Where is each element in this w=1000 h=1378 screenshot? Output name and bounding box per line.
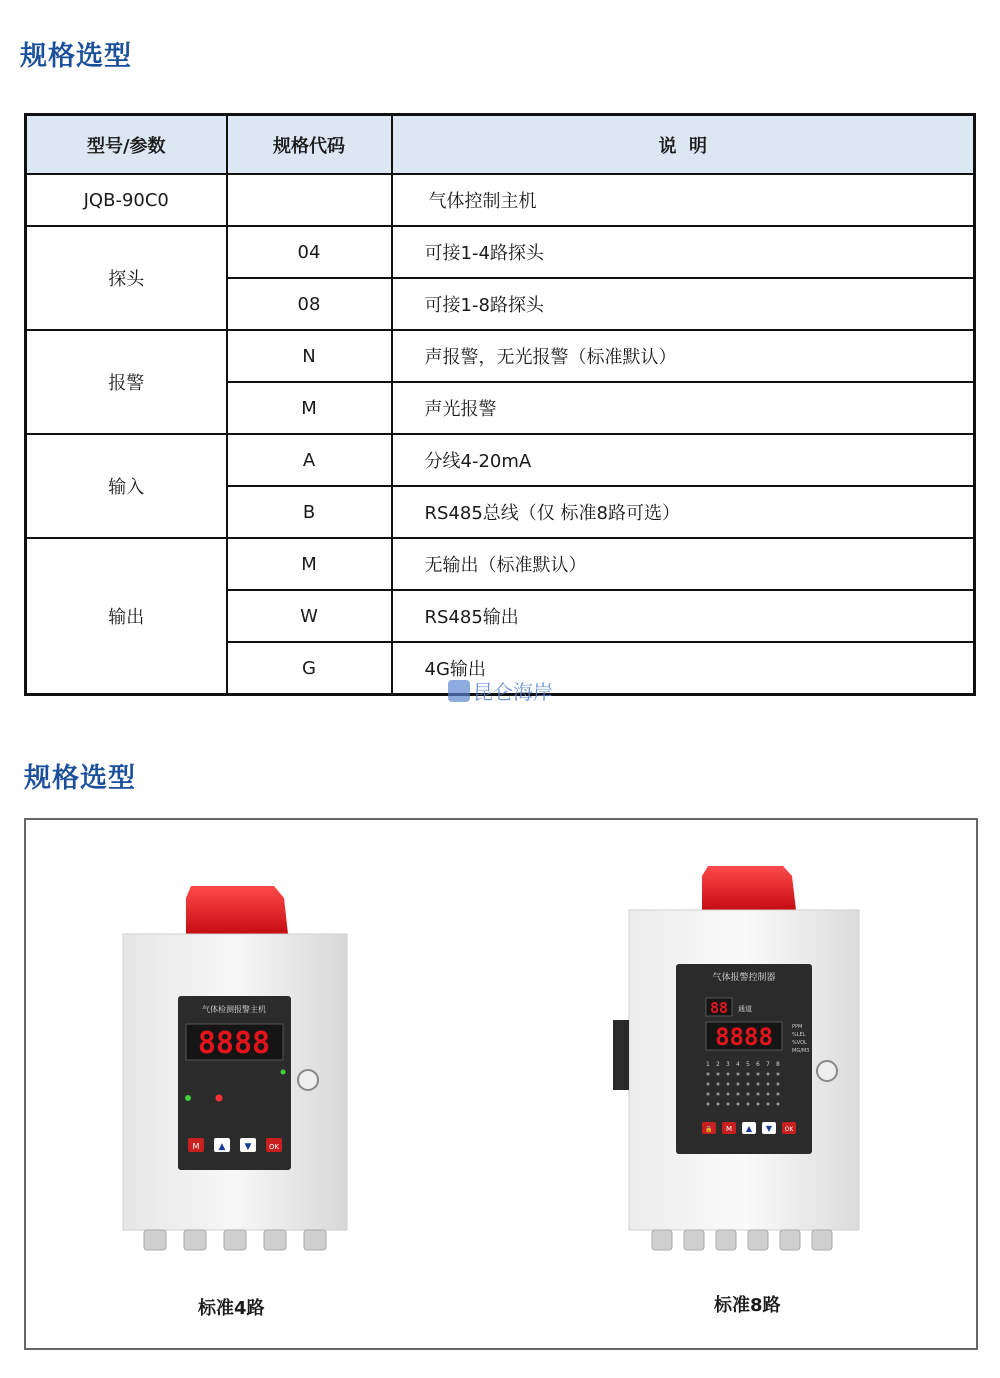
unit-label: %VOL — [792, 1040, 807, 1046]
lock-knob-icon — [817, 1061, 837, 1081]
group-cell: 输入 — [26, 434, 227, 538]
desc-cell: 可接1-4路探头 — [392, 226, 975, 278]
alarm-beacon-icon — [186, 886, 288, 934]
unit-label: %LEL — [792, 1032, 806, 1038]
code-cell: 04 — [227, 226, 392, 278]
desc-cell: RS485总线（仅 标准8路可选） — [392, 486, 975, 538]
section-title: 规格选型 — [20, 41, 132, 72]
group-cell: JQB-90C0 — [26, 174, 227, 226]
device4-btn-up: ▲ — [218, 1142, 226, 1152]
table-row — [26, 434, 975, 486]
desc-cell: 声光报警 — [392, 382, 975, 434]
channel-number: 6 — [756, 1061, 760, 1068]
device-8ch-image — [608, 860, 868, 1260]
header-desc: 说 明 — [392, 115, 975, 175]
code-cell — [227, 174, 392, 226]
desc-cell: 可接1-8路探头 — [392, 278, 975, 330]
table-row — [26, 174, 975, 226]
device4-btn-m: M — [192, 1142, 200, 1151]
device8-btn-m: M — [725, 1125, 733, 1133]
channel-number: 8 — [776, 1061, 780, 1068]
device4-btn-ok: OK — [268, 1143, 280, 1151]
device8-display: 8888 — [715, 1023, 773, 1051]
table-row — [26, 330, 975, 382]
device8-btn-down: ▼ — [765, 1124, 773, 1133]
device-4ch-image — [116, 878, 356, 1258]
unit-label: PPM — [792, 1024, 803, 1030]
header-code: 规格代码 — [227, 115, 392, 175]
product-photo-box — [24, 818, 978, 1350]
device8-channel-label: 通道 — [738, 1005, 752, 1013]
caption-8ch: 标准8路 — [714, 1295, 781, 1316]
spec-table — [24, 113, 976, 696]
code-cell: 08 — [227, 278, 392, 330]
device4-display: 8888 — [197, 1026, 271, 1061]
device4-btn-down: ▼ — [244, 1142, 252, 1152]
desc-cell: 分线4-20mA — [392, 434, 975, 486]
group-cell: 输出 — [26, 538, 227, 695]
header-model: 型号/参数 — [26, 115, 227, 175]
channel-number: 3 — [726, 1061, 730, 1068]
channel-number: 5 — [746, 1061, 750, 1068]
channel-number: 2 — [716, 1061, 720, 1068]
code-cell: N — [227, 330, 392, 382]
desc-cell: 无输出（标准默认） — [392, 538, 975, 590]
device4-panel-title: 气体检测报警主机 — [202, 1005, 266, 1014]
table-row — [26, 538, 975, 590]
code-cell: B — [227, 486, 392, 538]
device8-btn-up: ▲ — [745, 1124, 753, 1133]
code-cell: W — [227, 590, 392, 642]
code-cell: M — [227, 538, 392, 590]
table-row — [26, 226, 975, 278]
code-cell: M — [227, 382, 392, 434]
caption-4ch: 标准4路 — [198, 1298, 265, 1319]
device8-btn-ok: OK — [784, 1126, 794, 1133]
channel-number: 1 — [706, 1061, 710, 1068]
device8-channel-display: 88 — [709, 999, 729, 1017]
desc-cell: 4G输出 — [392, 642, 975, 695]
table-header-row — [26, 115, 975, 175]
desc-cell: RS485输出 — [392, 590, 975, 642]
group-cell: 探头 — [26, 226, 227, 330]
alarm-beacon-icon — [702, 866, 796, 910]
code-cell: G — [227, 642, 392, 695]
group-cell: 报警 — [26, 330, 227, 434]
device8-panel-title: 气体报警控制器 — [712, 973, 776, 983]
section-title: 规格选型 — [24, 763, 136, 794]
channel-number: 7 — [766, 1061, 770, 1068]
channel-number: 4 — [736, 1061, 740, 1068]
desc-cell: 声报警，无光报警（标准默认） — [392, 330, 975, 382]
code-cell: A — [227, 434, 392, 486]
lock-knob-icon — [298, 1070, 318, 1090]
watermark-text: 昆仑海岸 — [473, 680, 553, 704]
unit-label: MG/M3 — [792, 1048, 810, 1054]
device8-btn-lock: 🔒 — [705, 1126, 713, 1133]
desc-cell: 气体控制主机 — [392, 174, 975, 226]
